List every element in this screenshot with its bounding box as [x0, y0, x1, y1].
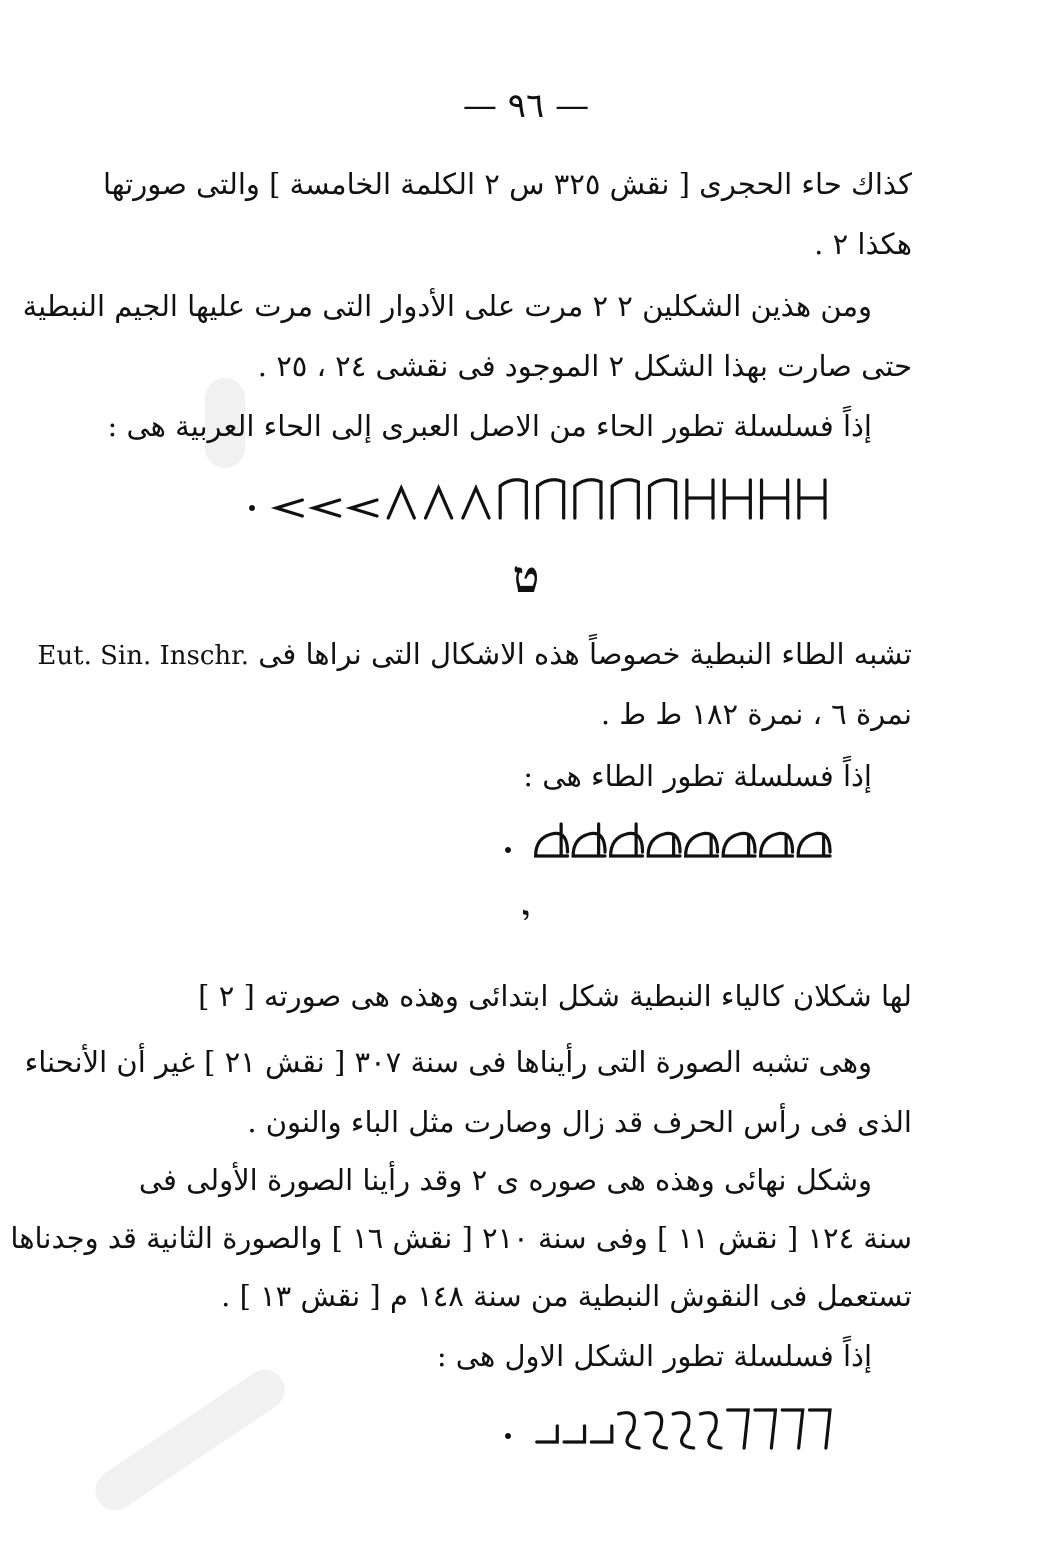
haa-glyph	[351, 500, 377, 516]
citation-latin: Eut. Sin. Inschr.	[37, 641, 249, 671]
haa-glyph	[314, 500, 340, 516]
yaa-glyph	[782, 1410, 802, 1448]
haa-glyph	[538, 480, 564, 518]
period-dot	[505, 847, 511, 853]
taa-glyph	[611, 824, 643, 856]
text-line: نمرة ٦ ، نمرة ١٨٢ ط ط .	[600, 697, 912, 731]
yaa-glyph	[810, 1410, 830, 1448]
text-line: كذاك حاء الحجرى [ نقش ٣٢٥ س ٢ الكلمة الخامسة ] والتى صورتها	[102, 167, 912, 201]
text-line	[37, 634, 912, 676]
taa-glyph	[723, 833, 755, 856]
text-line: إذاً فسلسلة تطور الطاء هى :	[523, 759, 872, 793]
haa-glyph	[762, 480, 788, 518]
taa-glyph	[761, 833, 793, 856]
yaa-glyph	[619, 1413, 639, 1448]
taa-glyph-svg	[500, 812, 840, 872]
yaa-glyph	[755, 1410, 775, 1448]
yaa-glyph-svg	[500, 1396, 840, 1456]
haa-glyph	[612, 480, 638, 518]
period-dot	[249, 505, 255, 511]
taa-glyph	[648, 833, 680, 856]
haa-glyph	[388, 488, 414, 518]
haa-glyph	[799, 480, 825, 518]
yaa-glyph	[591, 1426, 611, 1442]
haa-glyph	[276, 500, 302, 516]
section-heading-yaa: י	[522, 900, 530, 935]
text-line: لها شكلان كالياء النبطية شكل ابتدائى وهذه هى صورته [ ٢ ]	[198, 979, 912, 1013]
scan-smudge	[88, 1362, 293, 1518]
text-line: وشكل نهائى وهذه هى صوره ى ٢ وقد رأينا الصورة الأولى فى	[138, 1163, 872, 1197]
haa-evolution-glyphs	[240, 468, 840, 528]
haa-glyph	[426, 488, 452, 518]
yaa-glyph	[673, 1413, 693, 1448]
haa-glyph	[463, 488, 489, 518]
text-arabic: تشبه الطاء النبطية خصوصاً هذه الاشكال التى نراها فى	[258, 637, 912, 671]
haa-glyph	[500, 480, 526, 518]
yaa-glyph	[728, 1410, 748, 1448]
yaa-glyph	[537, 1426, 557, 1442]
haa-glyph-svg	[240, 468, 840, 528]
taa-evolution-glyphs	[500, 812, 840, 872]
yaa-evolution-glyphs	[500, 1396, 840, 1456]
page-number: — ٩٦ —	[462, 86, 590, 126]
taa-glyph	[798, 833, 830, 856]
period-dot	[505, 1433, 511, 1439]
haa-glyph	[724, 480, 750, 518]
taa-glyph	[573, 824, 605, 856]
text-line: تستعمل فى النقوش النبطية من سنة ١٤٨ م [ نقش ١٣ ] .	[221, 1279, 912, 1313]
haa-glyph	[687, 480, 713, 518]
section-heading-taa: ט	[512, 552, 540, 603]
text-line: سنة ١٢٤ [ نقش ١١ ] وفى سنة ٢١٠ [ نقش ١٦ ] والصورة الثانية قد وجدناها	[10, 1221, 912, 1255]
text-line: الذى فى رأس الحرف قد زال وصارت مثل الباء والنون .	[247, 1105, 912, 1139]
taa-glyph	[536, 824, 568, 856]
yaa-glyph	[564, 1426, 584, 1442]
text-line: إذاً فسلسلة تطور الحاء من الاصل العبرى إلى الحاء العربية هى :	[107, 409, 872, 443]
yaa-glyph	[700, 1413, 720, 1448]
haa-glyph	[650, 480, 676, 518]
text-line: هكذا ٢ .	[814, 227, 912, 261]
yaa-glyph	[646, 1413, 666, 1448]
taa-glyph	[686, 833, 718, 856]
text-line: حتى صارت بهذا الشكل ٢ الموجود فى نقشى ٢٤ ، ٢٥ .	[257, 349, 912, 383]
haa-glyph	[575, 480, 601, 518]
text-line: إذاً فسلسلة تطور الشكل الاول هى :	[436, 1339, 872, 1373]
text-line: ومن هذين الشكلين ٢ ٢ مرت على الأدوار التى مرت عليها الجيم النبطية	[22, 289, 872, 323]
text-line: وهى تشبه الصورة التى رأيناها فى سنة ٣٠٧ [ نقش ٢١ ] غير أن الأنحناء	[24, 1045, 872, 1079]
